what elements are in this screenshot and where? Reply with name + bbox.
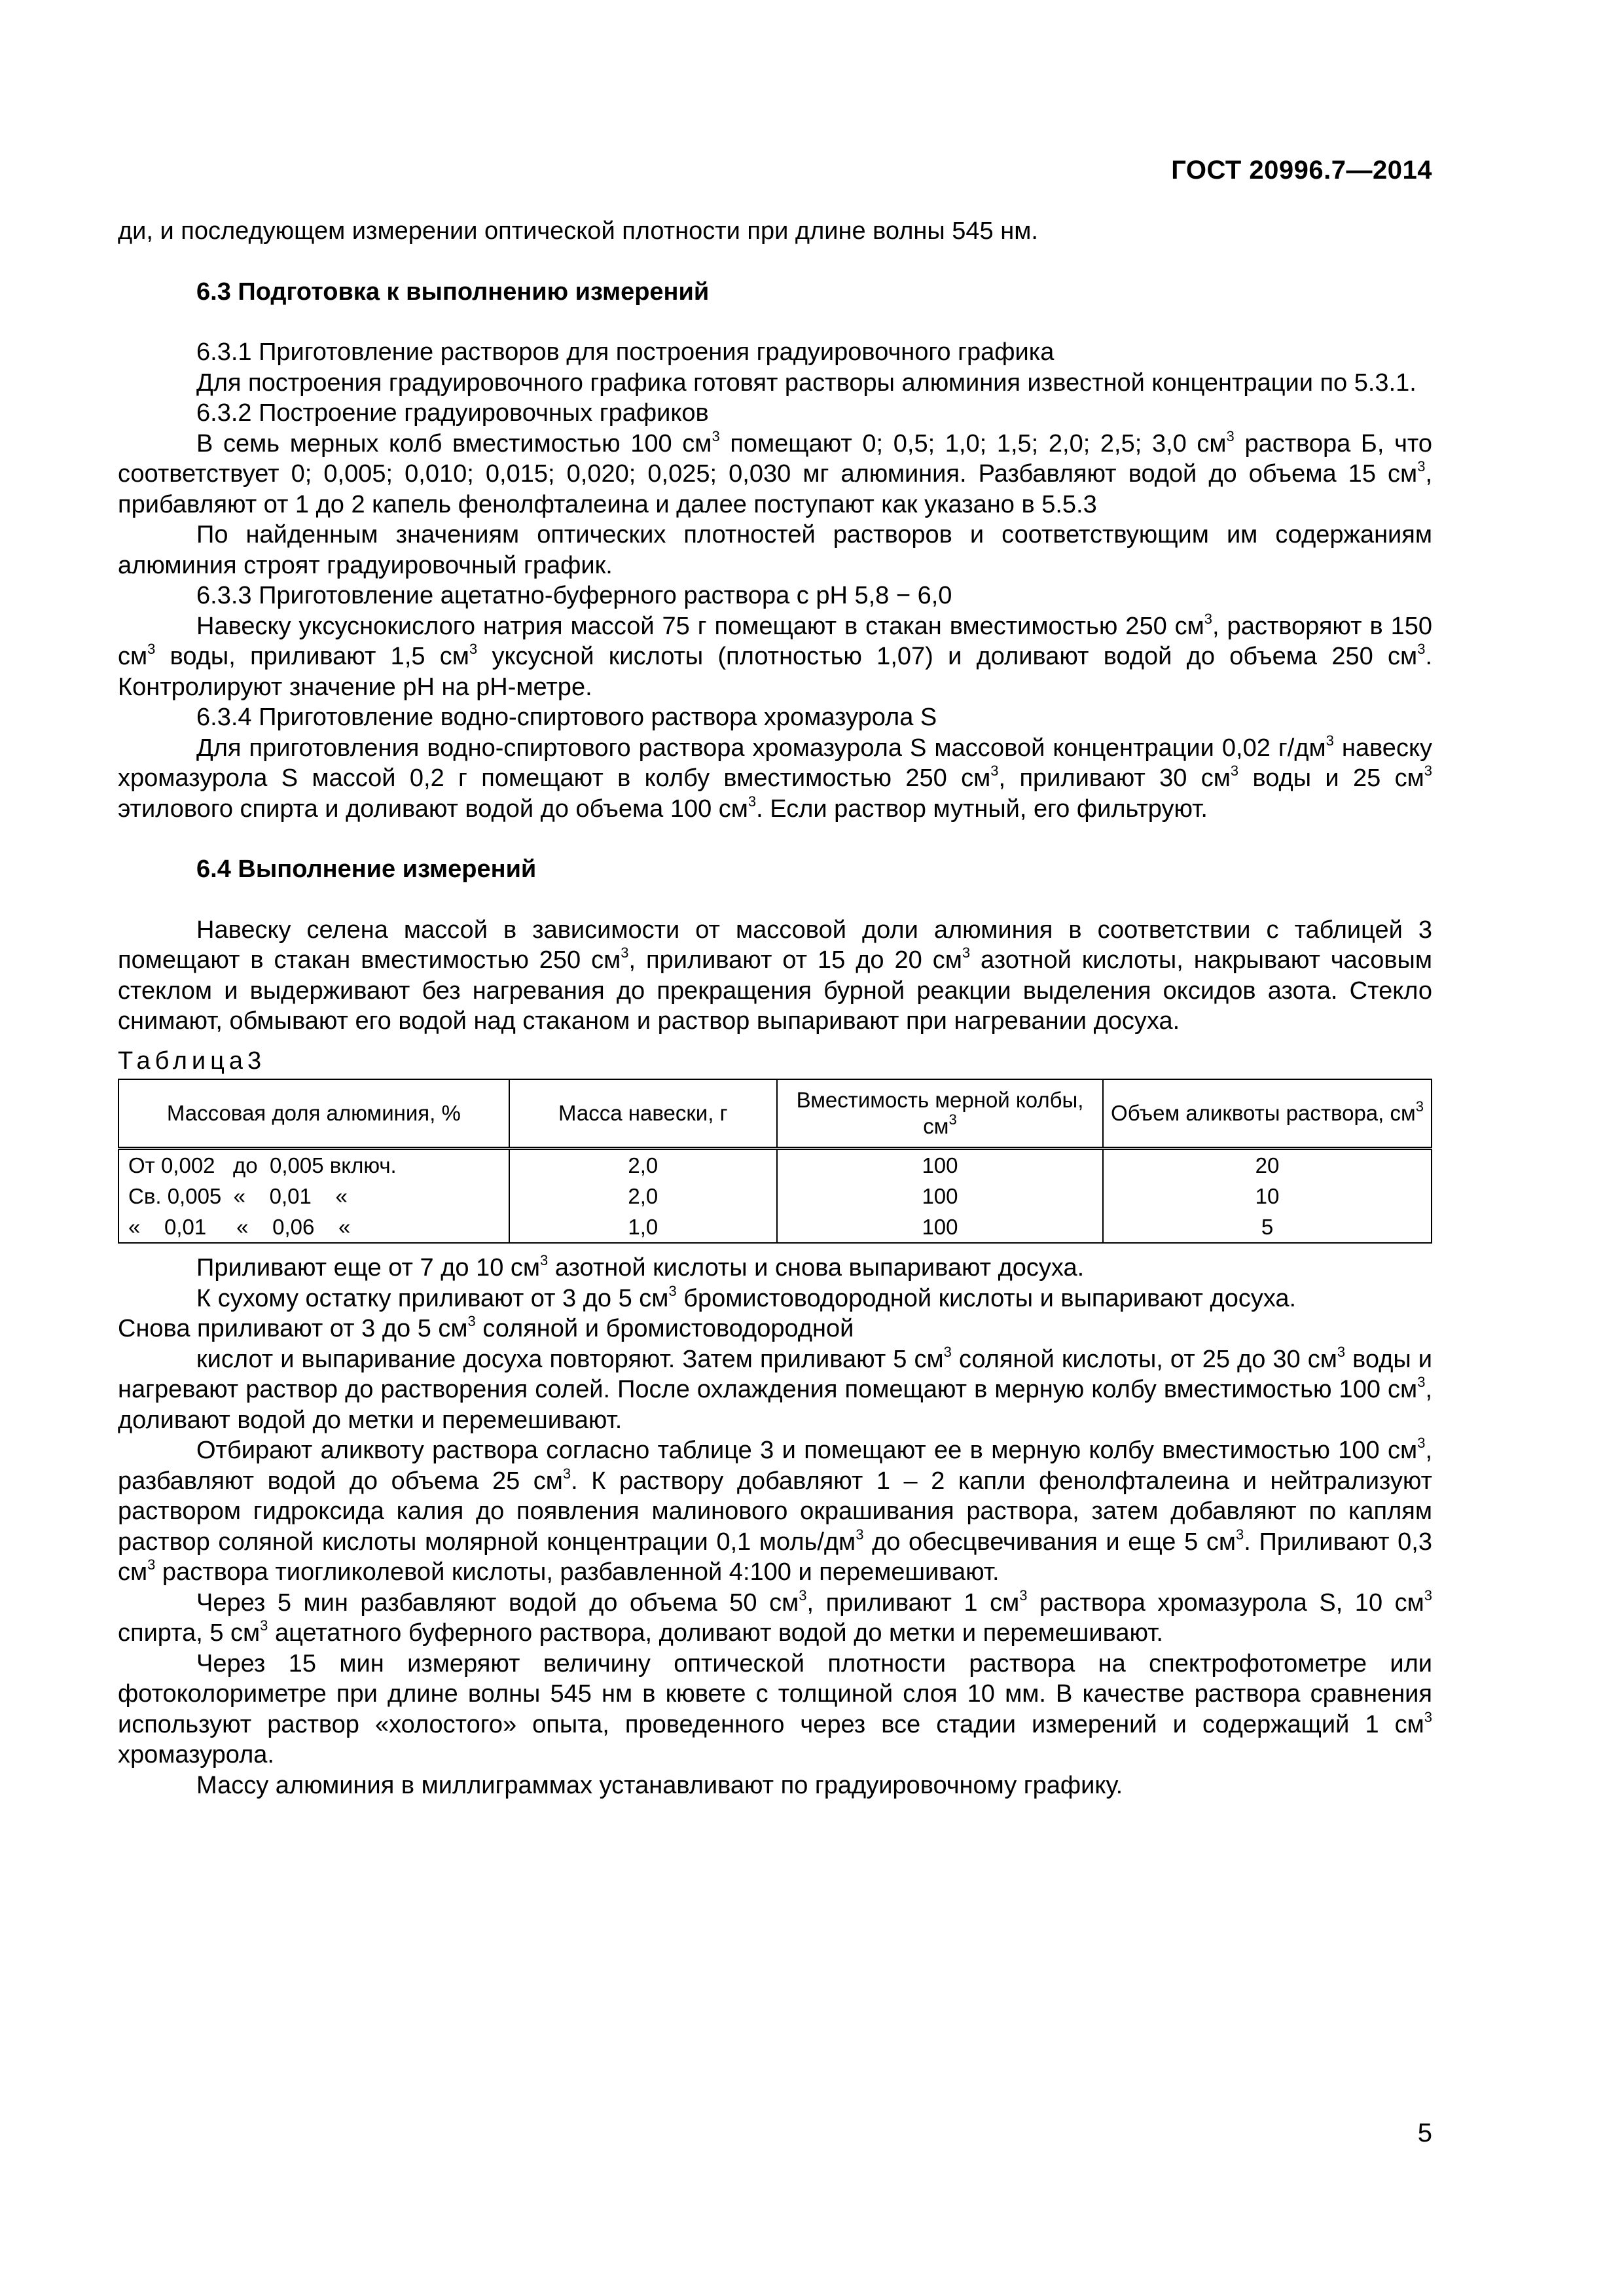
paragraph: Навеску уксуснокислого натрия массой 75 г помещают в стакан вместимостью 250 $см^3$, растворяют в 150 $см^3$ воды, приливают 1,5 $см^3$ уксусной кислоты (плотностью 1,07) и доливают водой до объема 250 $см^3$. Контролируют значение рН на рН-метре.	[118, 610, 1432, 701]
paragraph: Приливают еще от 7 до 10 $см^3$ азотной кислоты и снова выпаривают досуха.	[196, 1252, 1085, 1282]
subsection-title: 6.3.3 Приготовление ацетатно-буферного раствора с рН 5,8 − 6,0	[196, 582, 952, 609]
paragraph: кислот и выпаривание досуха повторяют. Затем приливают 5 $см^3$ соляной кислоты, от 25 до 30 $см^3$ воды и нагревают раствор до растворения солей. После охлаждения помещают в мерную колбу вместимостью 100 $см^3$, доливают водой до метки и перемешивают.	[118, 1343, 1433, 1434]
paragraph: По найденным значениям оптических плотностей растворов и соответствующим им содержаниям алюминия строят градуировочный график.	[118, 521, 1432, 579]
paragraph: Через 5 мин разбавляют водой до объема 50 $см^3$, приливают 1 $см^3$ раствора хромазурола S, 10 $см^3$ спирта, 5 $см^3$ ацетатного буферного раствора, доливают водой до метки и перемешивают.	[118, 1587, 1432, 1647]
table-cell: 100	[777, 1211, 1103, 1243]
section-heading-6-3: 6.3 Подготовка к выполнению измерений	[196, 278, 710, 306]
paragraph: ди, и последующем измерении оптической плотности при длине волны 545 нм.	[118, 217, 1038, 245]
table-header-cell: Вместимость мерной колбы, $см^3$	[777, 1079, 1103, 1149]
table-cell: 10	[1103, 1181, 1432, 1211]
paragraph: Снова приливают от 3 до 5 $см^3$ соляной и бромистоводородной	[118, 1313, 854, 1342]
subsection-title: 6.3.2 Построение градуировочных графиков	[196, 399, 709, 427]
page-content	[118, 216, 1432, 1801]
table-cell: От 0,002 до 0,005 включ.	[118, 1149, 509, 1181]
table-cell: 2,0	[509, 1149, 777, 1181]
table-caption: Таблица3	[118, 1047, 266, 1075]
table-row	[118, 1181, 1432, 1211]
paragraph: Через 15 мин измеряют величину оптической плотности раствора на спектрофотометре или фотоколориметре при длине волны 545 нм в кювете с толщиной слоя 10 мм. В качестве раствора сравнения используют раствор «холостого» опыта, проведенного через все стадии измерений и содержащий 1 $см^3$ хромазурола.	[118, 1649, 1432, 1768]
page-number: 5	[1417, 2119, 1432, 2147]
table-cell: 20	[1103, 1149, 1432, 1181]
paragraph: Отбирают аликвоту раствора согласно таблице 3 и помещают ее в мерную колбу вместимостью 100 $см^3$, разбавляют водой до объема 25 $см^3$. К раствору добавляют 1 – 2 капли фенолфталеина и нейтрализуют раствором гидроксида калия до появления малинового окрашивания раствора, затем добавляют по каплям раствор соляной кислоты молярной концентрации 0,1 моль/$дм^3$ до обесцвечивания и еще 5 $см^3$. Приливают 0,3 $см^3$ раствора тиогликолевой кислоты, разбавленной 4:100 и перемешивают.	[118, 1435, 1432, 1586]
subsection-title: 6.3.4 Приготовление водно-спиртового раствора хромазурола S	[196, 704, 937, 731]
table-row	[118, 1149, 1432, 1181]
paragraph: Для построения градуировочного графика готовят растворы алюминия известной концентрации по 5.3.1.	[196, 368, 1416, 397]
table-cell: 2,0	[509, 1181, 777, 1211]
paragraph: Для приготовления водно-спиртового раствора хромазурола S массовой концентрации 0,02 $г/дм^3$ навеску хромазурола S массой 0,2 г помещают в колбу вместимостью 250 $см^3$, приливают 30 $см^3$ воды и 25 $см^3$ этилового спирта и доливают водой до объема 100 $см^3$. Если раствор мутный, его фильтруют.	[118, 732, 1432, 823]
paragraph: К сухому остатку приливают от 3 до 5 $см^3$ бромистоводородной кислоты и выпаривают досуха.	[196, 1282, 1297, 1312]
paragraph: Массу алюминия в миллиграммах устанавливают по градуировочному графику.	[196, 1771, 1123, 1799]
paragraph: В семь мерных колб вместимостью 100 $см^3$ помещают 0; 0,5; 1,0; 1,5; 2,0; 2,5; 3,0 $см^3$ раствора Б, что соответствует 0; 0,005; 0,010; 0,015; 0,020; 0,025; 0,030 мг алюминия. Разбавляют водой до объема 15 $см^3$, прибавляют от 1 до 2 капель фенолфталеина и далее поступают как указано в 5.5.3	[118, 427, 1432, 518]
table-cell: Св. 0,005 « 0,01 «	[118, 1181, 509, 1211]
table-header-cell: Массовая доля алюминия, %	[118, 1079, 509, 1149]
table-header-cell: Объем аликвоты раствора, $см^3$	[1103, 1079, 1432, 1149]
table-cell: 100	[777, 1181, 1103, 1211]
subsection-title: 6.3.1 Приготовление растворов для построения градуировочного графика	[196, 338, 1055, 366]
table-header-cell: Масса навески, г	[509, 1079, 777, 1149]
table-cell: 1,0	[509, 1211, 777, 1243]
table-cell: « 0,01 « 0,06 «	[118, 1211, 509, 1243]
table-3	[118, 1079, 1432, 1244]
table-row	[118, 1211, 1432, 1243]
table-cell: 100	[777, 1149, 1103, 1181]
standard-header: ГОСТ 20996.7—2014	[1171, 156, 1432, 185]
paragraph: Навеску селена массой в зависимости от массовой доли алюминия в соответствии с таблицей 3 помещают в стакан вместимостью 250 $см^3$, приливают от 15 до 20 $см^3$ азотной кислоты, накрывают часовым стеклом и выдерживают без нагревания до прекращения бурной реакции выделения оксидов азота. Стекло снимают, обмывают его водой над стаканом и раствор выпаривают при нагревании досуха.	[118, 916, 1432, 1035]
section-heading-6-4: 6.4 Выполнение измерений	[196, 855, 537, 883]
table-cell: 5	[1103, 1211, 1432, 1243]
